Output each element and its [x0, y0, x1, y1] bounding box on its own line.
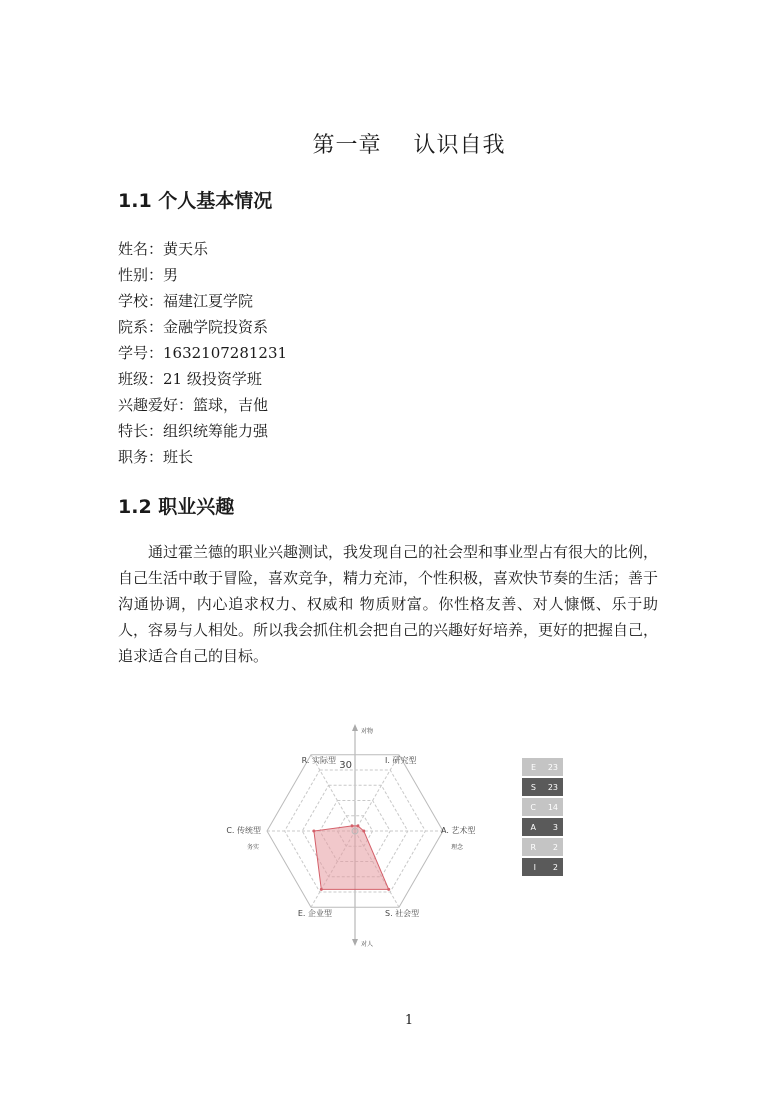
info-gender: 性别：男: [118, 266, 179, 284]
info-strengths: 特长：组织统筹能力强: [118, 422, 269, 440]
direction-label-left: 务实: [247, 844, 260, 851]
axis-arrow-top: [352, 724, 358, 731]
score-value: 23: [547, 782, 558, 792]
info-hobbies: 兴趣爱好：篮球，吉他: [118, 396, 269, 414]
data-point: [387, 888, 390, 891]
score-code: I: [533, 862, 536, 872]
holland-radar-chart: [220, 718, 500, 958]
chapter-title: 第一章 认识自我: [312, 133, 506, 158]
score-row-s: [522, 778, 563, 796]
data-polygon: [314, 826, 389, 890]
info-school: 学校：福建江夏学院: [118, 292, 254, 310]
score-row-c: [522, 798, 563, 816]
score-code: A: [530, 822, 536, 832]
page-number: 1: [404, 1013, 414, 1028]
section-heading-career-interest: 1.2 职业兴趣: [118, 496, 235, 518]
radar-axis-label: A. 艺术型: [441, 826, 476, 835]
score-row-i: [522, 858, 563, 876]
radar-axis-label: R. 实际型: [301, 756, 336, 765]
score-value: 2: [552, 842, 558, 852]
score-row-e: [522, 758, 563, 776]
info-name: 姓名：黄天乐: [118, 240, 209, 258]
score-value: 3: [552, 822, 558, 832]
score-row-a: [522, 818, 563, 836]
data-point: [356, 824, 359, 827]
score-code: R: [530, 842, 536, 852]
direction-label-top: 对物: [361, 728, 374, 735]
score-code: S: [530, 782, 536, 792]
score-code: C: [530, 802, 536, 812]
data-point: [312, 830, 315, 833]
info-department: 院系：金融学院投资系: [118, 318, 269, 336]
data-point: [320, 888, 323, 891]
direction-label-right: 理念: [450, 844, 463, 851]
score-value: 23: [547, 762, 558, 772]
data-point: [351, 824, 354, 827]
holland-score-legend: [522, 758, 563, 878]
radar-axis-label: S. 社会型: [385, 909, 420, 918]
spoke-line: [355, 755, 399, 831]
info-position: 职务：班长: [118, 448, 194, 466]
info-class: 班级：21 级投资学班: [118, 370, 262, 388]
score-row-r: [522, 838, 563, 856]
radar-axis-label: C. 传统型: [226, 826, 261, 835]
radar-max-label: 30: [339, 760, 352, 771]
personal-info-list: [118, 236, 287, 470]
score-value: 14: [547, 802, 558, 812]
section-heading-personal-info: 1.1 个人基本情况: [118, 190, 273, 212]
info-student-id: 学号：1632107281231: [118, 344, 288, 362]
radar-axis-label: I. 研究型: [385, 756, 417, 765]
career-interest-paragraph: 通过霍兰德的职业兴趣测试，我发现自己的社会型和事业型占有很大的比例，自己生活中敢于冒险，喜欢竞争，精力充沛，个性积极，喜欢快节奏的生活；善于沟通协调，内心追求权力、权威和 物质财富。你性格友善、对人慷慨、乐于助人，容易与人相处。所以我会抓住机会把自己的兴趣好好培养，更好的把握自己，追求适合自己的目标。: [118, 543, 659, 665]
data-point: [362, 830, 365, 833]
radar-axis-label: E. 企业型: [297, 909, 332, 918]
direction-label-bottom: 对人: [361, 941, 374, 948]
score-code: E: [530, 762, 536, 772]
axis-arrow-bottom: [352, 939, 358, 946]
score-value: 2: [552, 862, 558, 872]
